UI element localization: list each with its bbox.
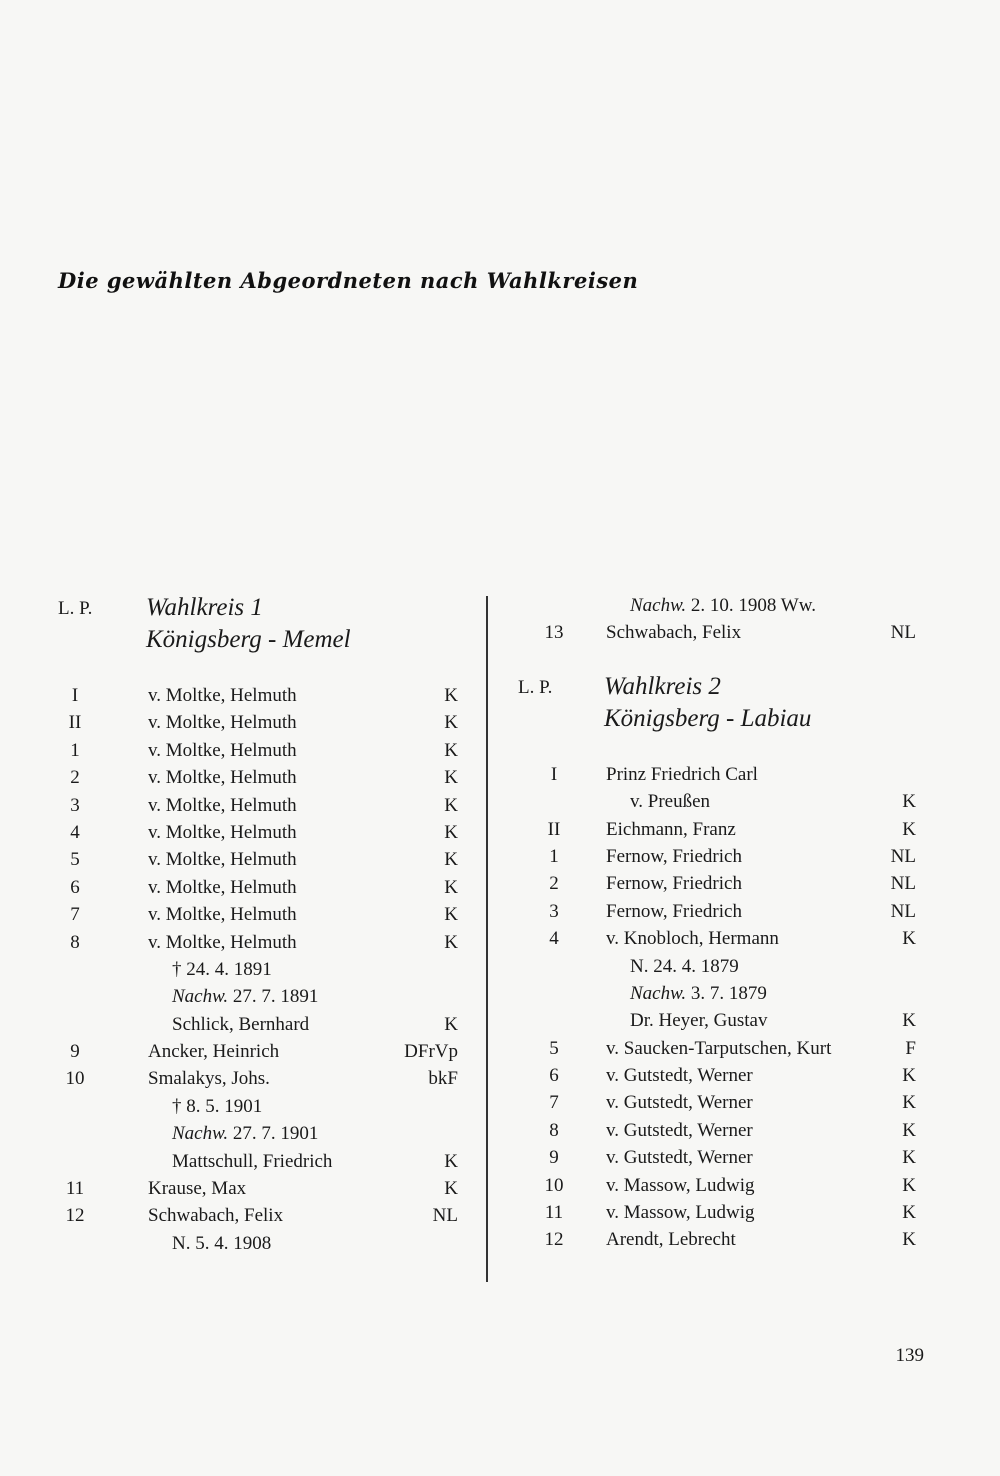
- member-name: v. Massow, Ludwig: [606, 1202, 755, 1224]
- table-row: [40, 1202, 470, 1229]
- table-row: [40, 929, 470, 956]
- member-name: Smalakys, Johs.: [148, 1068, 270, 1090]
- row-number: 5: [549, 1037, 559, 1059]
- table-row: [498, 619, 928, 646]
- party-label: K: [444, 1013, 458, 1035]
- row-number: 11: [65, 1178, 85, 1200]
- constituency-title: [604, 671, 811, 735]
- table-row: [40, 709, 470, 736]
- member-name: v. Moltke, Helmuth: [148, 904, 297, 926]
- row-number: 7: [70, 904, 80, 926]
- table-row: [40, 1038, 470, 1065]
- page-heading: Die gewählten Abgeordneten nach Wahlkreisen: [58, 268, 639, 293]
- table-row: [40, 737, 470, 764]
- table-row: [40, 1011, 470, 1038]
- member-name: Fernow, Friedrich: [606, 845, 742, 867]
- member-name: v. Gutstedt, Werner: [606, 1147, 753, 1169]
- member-name: Prinz Friedrich Carl: [606, 763, 758, 785]
- member-name: Nachw. 2. 10. 1908 Ww.: [630, 595, 816, 616]
- table-row: [498, 925, 928, 952]
- table-row: [40, 1093, 470, 1120]
- table-row: [40, 901, 470, 928]
- table-row: [498, 1172, 928, 1199]
- party-label: K: [444, 904, 458, 926]
- member-name: v. Gutstedt, Werner: [606, 1119, 753, 1141]
- constituency-number: Wahlkreis 1: [146, 594, 263, 621]
- member-list-1: [40, 682, 470, 1257]
- table-row: [40, 819, 470, 846]
- member-name: Eichmann, Franz: [606, 818, 736, 840]
- row-number: 2: [70, 767, 80, 789]
- lp-label: L. P.: [518, 676, 553, 698]
- table-row: [40, 682, 470, 709]
- party-label: bkF: [428, 1068, 458, 1090]
- table-row: [498, 1062, 928, 1089]
- member-name: v. Moltke, Helmuth: [148, 794, 297, 816]
- row-number: 9: [70, 1041, 80, 1063]
- member-name: v. Preußen: [630, 791, 711, 813]
- table-row: [498, 1199, 928, 1226]
- party-label: K: [902, 1119, 916, 1141]
- party-label: K: [902, 1092, 916, 1114]
- row-number: 6: [70, 876, 80, 898]
- member-name: Schwabach, Felix: [606, 622, 742, 644]
- table-row: [40, 846, 470, 873]
- party-label: K: [902, 1202, 916, 1224]
- party-label: NL: [432, 1205, 458, 1227]
- member-name: Mattschull, Friedrich: [172, 1150, 333, 1172]
- party-label: K: [902, 1229, 916, 1251]
- party-label: NL: [890, 845, 916, 867]
- table-row: [40, 1175, 470, 1202]
- table-row: [40, 874, 470, 901]
- right-column: [498, 592, 928, 1254]
- party-label: K: [444, 931, 458, 953]
- member-name: Krause, Max: [148, 1178, 247, 1200]
- table-row: [498, 1117, 928, 1144]
- party-label: K: [444, 685, 458, 706]
- row-number: I: [71, 685, 79, 706]
- member-name: v. Moltke, Helmuth: [148, 712, 297, 734]
- row-number: 1: [549, 845, 559, 867]
- party-label: K: [444, 876, 458, 898]
- page-number: 139: [895, 1345, 924, 1366]
- member-name: v. Moltke, Helmuth: [148, 821, 297, 843]
- table-row: [498, 980, 928, 1007]
- party-label: K: [902, 1065, 916, 1087]
- constituency-name: Königsberg - Labiau: [604, 704, 812, 732]
- table-row: [40, 764, 470, 791]
- member-name: N. 24. 4. 1879: [630, 955, 739, 977]
- table-row: [498, 761, 928, 788]
- table-row: [498, 898, 928, 925]
- party-label: K: [902, 1174, 916, 1196]
- table-row: [40, 1065, 470, 1092]
- member-name: Schlick, Bernhard: [172, 1013, 310, 1035]
- row-number: 10: [544, 1174, 564, 1196]
- table-row: [498, 843, 928, 870]
- member-name: v. Moltke, Helmuth: [148, 849, 297, 871]
- party-label: K: [444, 1150, 458, 1172]
- party-label: DFrVp: [404, 1041, 458, 1063]
- party-label: K: [902, 1147, 916, 1169]
- row-number: II: [68, 712, 82, 734]
- table-row: [40, 1230, 470, 1257]
- row-number: 7: [549, 1092, 559, 1114]
- table-row: [498, 592, 928, 619]
- party-label: K: [902, 1010, 916, 1032]
- row-number: 12: [65, 1205, 85, 1227]
- member-name: Dr. Heyer, Gustav: [630, 1010, 768, 1032]
- member-name: N. 5. 4. 1908: [172, 1232, 272, 1254]
- table-row: [40, 1120, 470, 1147]
- row-number: 3: [70, 794, 80, 816]
- row-number: 6: [549, 1065, 559, 1087]
- constituency-name: Königsberg - Memel: [146, 626, 351, 653]
- party-label: K: [444, 1178, 458, 1200]
- member-name: v. Gutstedt, Werner: [606, 1092, 753, 1114]
- member-name: Fernow, Friedrich: [606, 873, 742, 895]
- constituency-header-2: [498, 671, 928, 761]
- party-label: K: [902, 928, 916, 950]
- party-label: K: [444, 821, 458, 843]
- table-row: [498, 1144, 928, 1171]
- member-list-2: [498, 761, 928, 1254]
- party-label: K: [444, 767, 458, 789]
- table-row: [498, 1226, 928, 1253]
- member-name: Arendt, Lebrecht: [606, 1229, 736, 1251]
- row-number: 8: [70, 931, 80, 953]
- row-number: 1: [70, 739, 80, 761]
- member-name: v. Moltke, Helmuth: [148, 739, 297, 761]
- member-name: Nachw. 27. 7. 1901: [172, 1123, 319, 1145]
- table-row: [498, 953, 928, 980]
- table-row: [498, 788, 928, 815]
- row-number: 9: [549, 1147, 559, 1169]
- member-name: † 8. 5. 1901: [172, 1095, 263, 1117]
- member-name: Ancker, Heinrich: [148, 1041, 280, 1063]
- table-row: [498, 1035, 928, 1062]
- row-number: 5: [70, 849, 80, 871]
- table-row: [40, 792, 470, 819]
- row-number: 12: [544, 1229, 564, 1251]
- continuation-list: [498, 592, 928, 647]
- constituency-title: [146, 592, 351, 656]
- row-number: 11: [544, 1202, 564, 1224]
- party-label: K: [902, 818, 916, 840]
- member-name: v. Saucken-Tarputschen, Kurt: [606, 1037, 832, 1059]
- member-name: v. Moltke, Helmuth: [148, 767, 297, 789]
- left-column: [40, 592, 470, 1257]
- table-row: [498, 870, 928, 897]
- member-name: v. Knobloch, Hermann: [606, 928, 779, 950]
- party-label: K: [444, 794, 458, 816]
- row-number: II: [547, 818, 561, 840]
- column-divider: [486, 596, 488, 1282]
- constituency-number: Wahlkreis 2: [604, 672, 721, 700]
- member-name: Fernow, Friedrich: [606, 900, 742, 922]
- party-label: K: [902, 791, 916, 813]
- member-name: v. Moltke, Helmuth: [148, 876, 297, 898]
- table-row: [498, 1007, 928, 1034]
- party-label: NL: [890, 622, 916, 644]
- party-label: K: [444, 849, 458, 871]
- row-number: 4: [549, 928, 559, 950]
- row-number: I: [550, 763, 558, 785]
- party-label: F: [905, 1037, 916, 1059]
- member-name: v. Moltke, Helmuth: [148, 685, 297, 706]
- party-label: NL: [890, 900, 916, 922]
- table-row: [498, 816, 928, 843]
- row-number: 4: [70, 821, 80, 843]
- member-name: Nachw. 3. 7. 1879: [630, 982, 767, 1004]
- row-number: 13: [544, 622, 564, 644]
- member-name: v. Gutstedt, Werner: [606, 1065, 753, 1087]
- party-label: K: [444, 739, 458, 761]
- table-row: [40, 956, 470, 983]
- row-number: 10: [65, 1068, 85, 1090]
- party-label: K: [444, 712, 458, 734]
- lp-label: L. P.: [58, 598, 93, 619]
- member-name: Schwabach, Felix: [148, 1205, 284, 1227]
- party-label: NL: [890, 873, 916, 895]
- constituency-header-1: [40, 592, 470, 682]
- table-row: [40, 983, 470, 1010]
- table-row: [498, 1089, 928, 1116]
- member-name: v. Moltke, Helmuth: [148, 931, 297, 953]
- row-number: 3: [549, 900, 559, 922]
- member-name: v. Massow, Ludwig: [606, 1174, 755, 1196]
- member-name: Nachw. 27. 7. 1891: [172, 986, 319, 1008]
- member-name: † 24. 4. 1891: [172, 958, 272, 980]
- row-number: 2: [549, 873, 559, 895]
- table-row: [40, 1148, 470, 1175]
- row-number: 8: [549, 1119, 559, 1141]
